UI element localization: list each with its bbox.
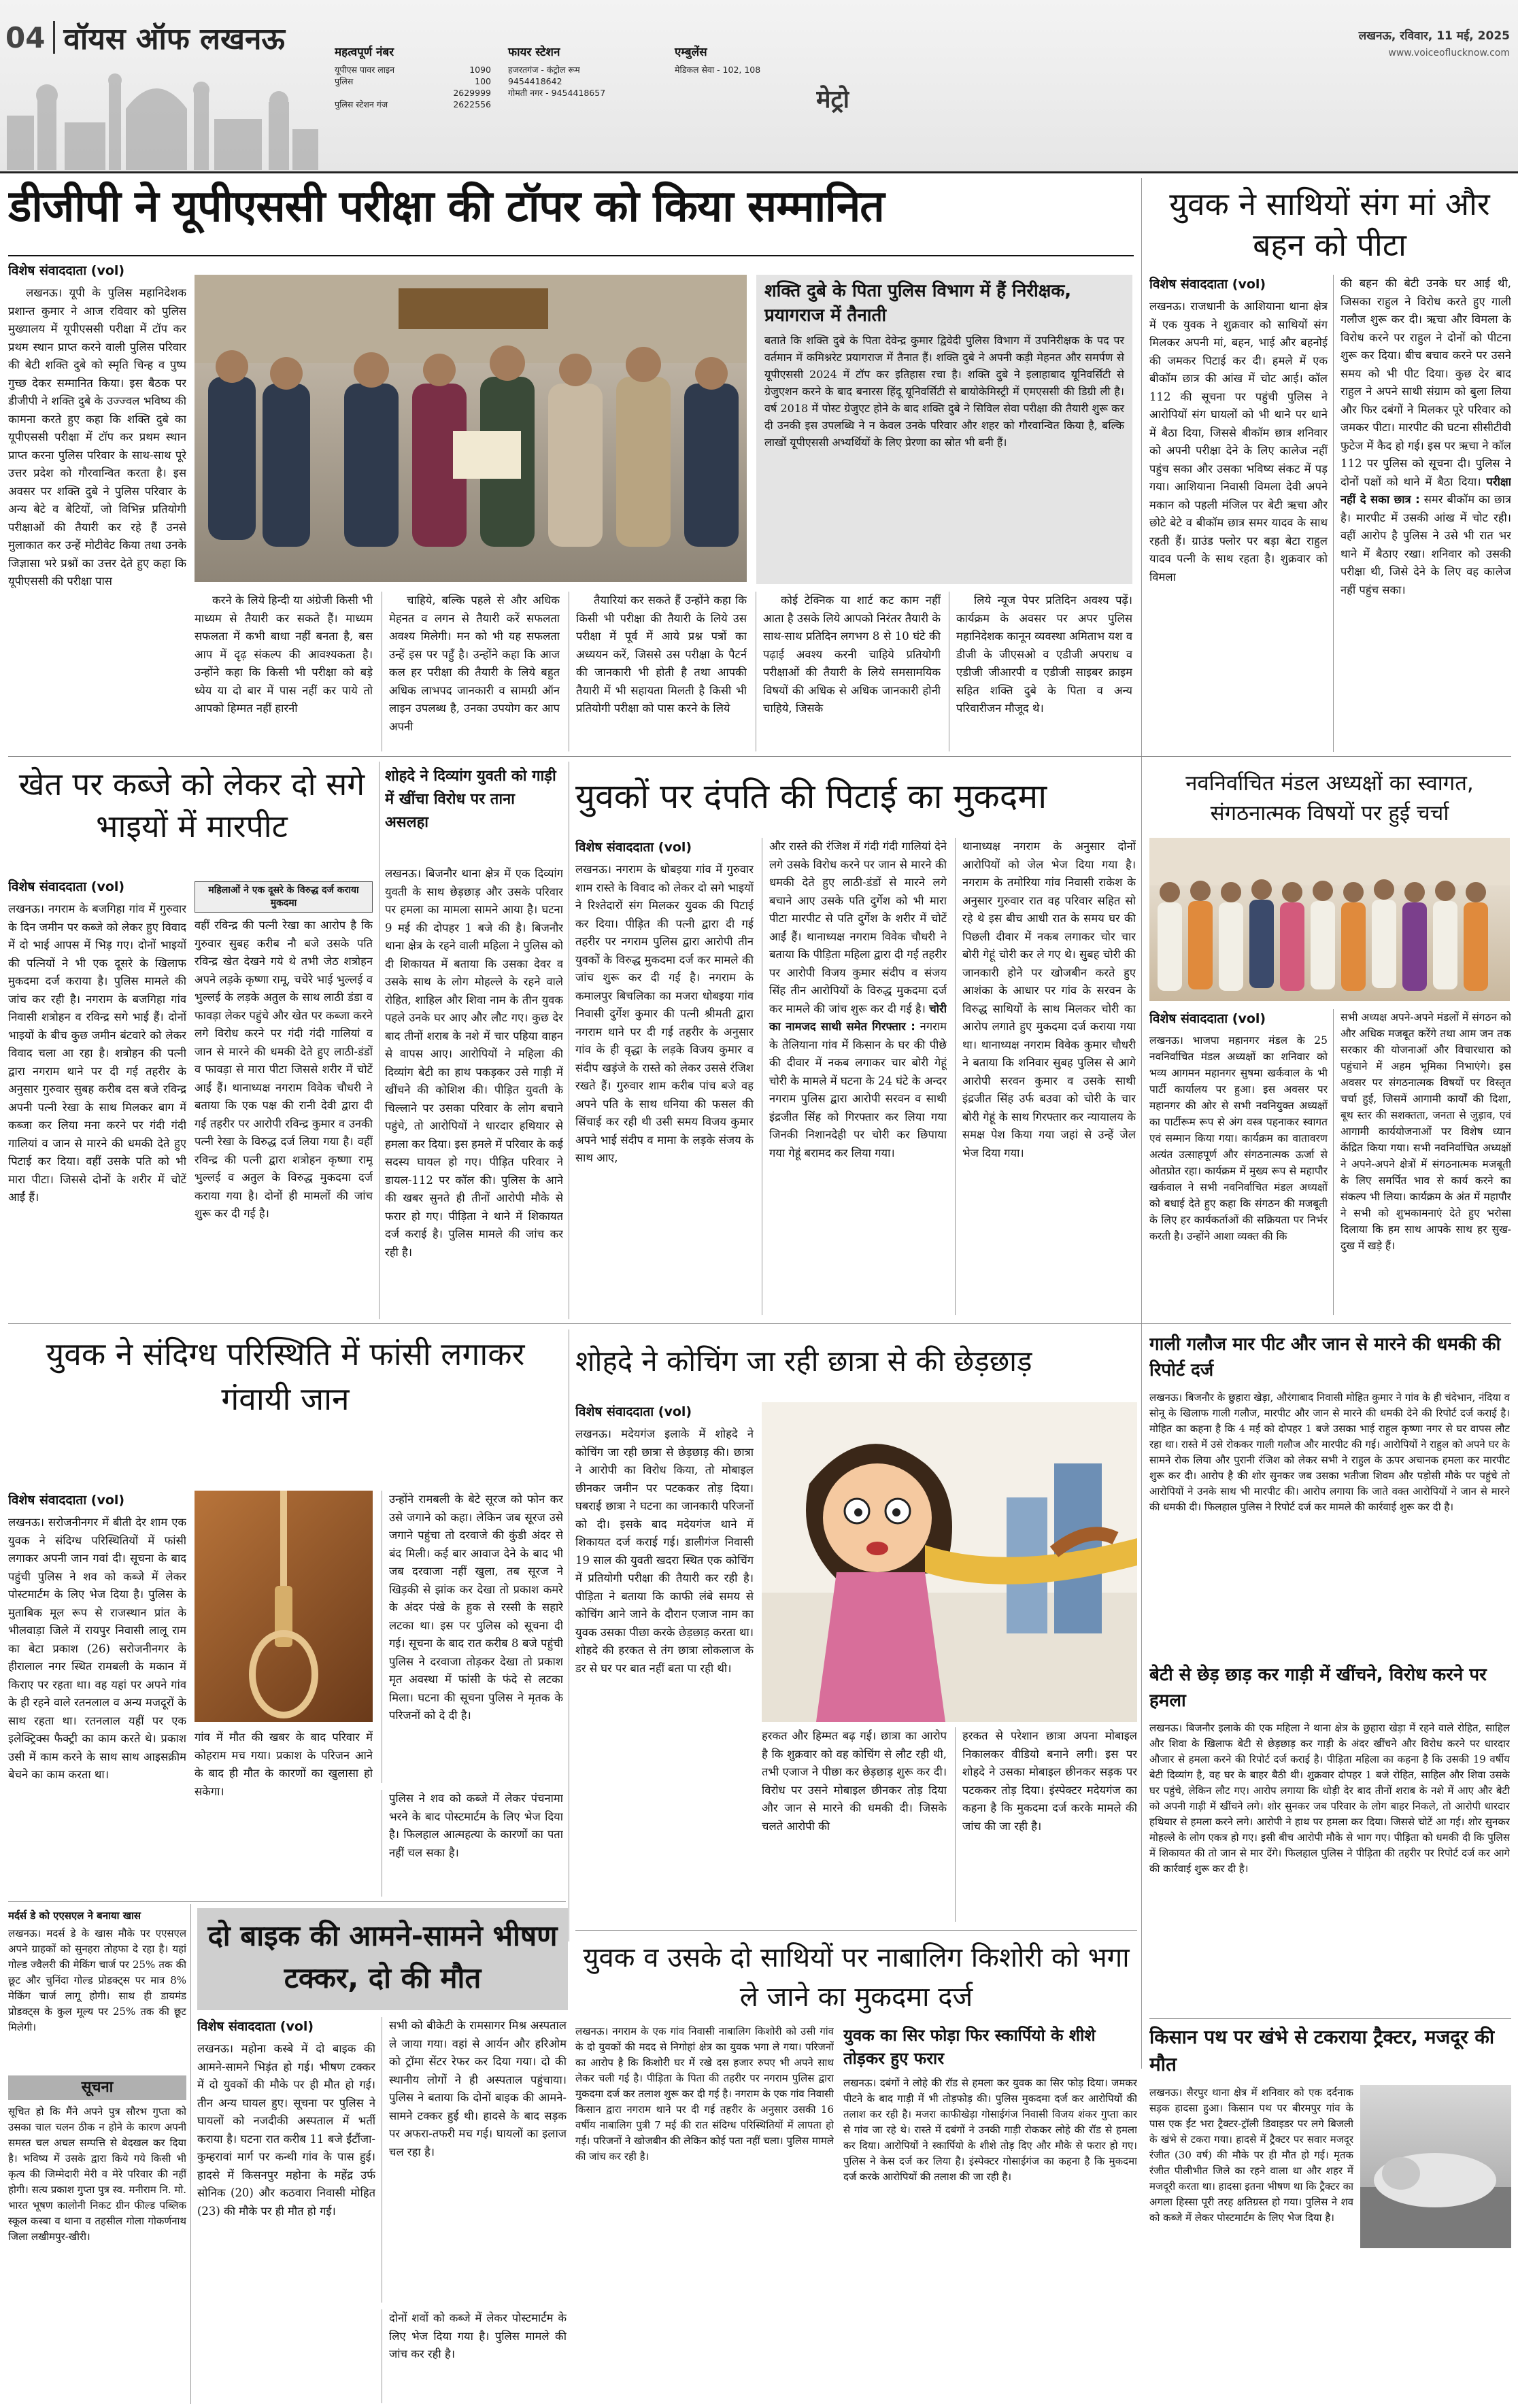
disabled-headline: शोहदे ने दिव्यांग युवती को गाड़ी में खींचा विरोध पर ताना असलहा [385, 768, 556, 831]
lead-col2: करने के लिये हिन्दी या अंग्रेजी किसी भी माध्यम से तैयारी कर सकते हैं। माध्यम सफलता में कभी बाधा नहीं बनता है, बस आप में दृढ़ संकल्प की आवश्यकता है। उन्होंने कहा कि किसी भी परीक्षा को बड़े ध्येय या दो बार में पास नहीं कर पाये तो आपको हिम्मत नहीं हारनी [195, 594, 373, 715]
lead-byline: विशेष संवाददाता (vol) [8, 263, 125, 278]
tractor-text: लखनऊ। सैरपुर थाना क्षेत्र में शनिवार को एक दर्दनाक सड़क हादसा हुआ। किसान पथ पर बीरमपुर गांव के पास एक ईंट भरा ट्रैक्टर-ट्रॉली डिवाइडर पर लगे बिजली के खंभे से टकरा गया। हादसे में ट्रैक्टर पर सवार मजदूर रंजीत (30 वर्ष) की मौके पर ही मौत हो गई। मृतक रंजीत पीलीभीत जिले का रहने वाला था और शहर में मजदूरी करता था। हादसा इतना भीषण था कि ट्रैक्टर का अगला हिस्सा पूरी तरह क्षतिग्रस्त हो गया। पुलिस ने शव को कब्जे में लेकर पोस्टमार्टम के लिए भेज दिया है। [1149, 2086, 1353, 2224]
bikes-headline: दो बाइक की आमने-सामने भीषण टक्कर, दो की मौत [207, 1919, 558, 1995]
coaching-col2: हरकत और हिम्मत बढ़ गई। छात्रा का आरोप है कि शुक्रवार को वह कोचिंग से लौट रही थी, तभी एजाज ने पीछा कर छेड़छाड़ शुरू कर दी। विरोध पर उसने मोबाइल छीनकर तोड़ दिया और जान से मारने की धमकी दी। जिसके चलते आरोपी की [762, 1729, 947, 1833]
mandal-col1: लखनऊ। भाजपा महानगर मंडल के 25 नवनिर्वाचित मंडल अध्यक्षों का शनिवार को भव्य आगमन महानगर सुषमा खर्कवाल के भी पार्टी कार्यालय पर हुआ। इस अवसर पर महानगर की ओर से सभी नवनियुक्त अध्यक्षों का पार्टीरूम रूप से अंग वस्त्र पहनाकर स्वागत एवं सम्मान किया गया। कार्यक्रम का वातावरण अत्यंत उत्साहपूर्ण और संगठनात्मक ऊर्जा से ओतप्रोत रहा। कार्यक्रम में मुख्य रूप से महापौर खर्कवाल ने सभी नवनिर्वाचित मंडल अध्यक्षों को बधाई देते हुए कहा कि संगठन की मजबूती के लिए हर कार्यकर्ताओं की सक्रियता पर निर्भर करती है। उन्होंने आशा व्यक्त की कि [1149, 1034, 1328, 1242]
farm-col1: लखनऊ। नगराम के बजगिहा गांव में गुरुवार के दिन जमीन पर कब्जे को लेकर हुए विवाद में दो भाई आपस में भिड़ गए। दोनों भाइयों की पत्नियों ने भी एक दूसरे के खिलाफ मुकदमा दर्ज कराया है। पुलिस मामले की जांच कर रही है। नगराम के बजगिहा गांव निवासी शत्रोहन व रविन्द्र सगे भाई हैं। दोनों भाइयों के बीच कुछ जमीन बंटवारे को लेकर विवाद चला आ रहा है। शत्रोहन की पत्नी द्वारा नगराम थाने पर दी गई तहरीर के अनुसार गुरुवार सुबह करीब दस बजे रविन्द्र अपनी पत्नी रेखा के साथ मिलकर बाग में कब्जा कर लिया मना करने पर गंदी गंदी गालियां व जान से मारने की धमकी देते हुए पिटाई कर दिया। वहीं उसके पति को भी मारा पीटा। जिससे दोनों के शरीर में चोटें आईं हैं। [8, 902, 186, 1204]
mandal-headline: नवनिर्वाचित मंडल अध्यक्षों का स्वागत, संगठनात्मक विषयों पर हुई चर्चा [1185, 771, 1474, 826]
farm-side-label: महिलाओं ने एक दूसरे के विरुद्ध दर्ज कराया मुकदमा [195, 881, 373, 913]
right-top-col1: लखनऊ। राजधानी के आशियाना थाना क्षेत्र में एक युवक ने शुक्रवार को साथियों संग मिलकर अपनी मां, बहन, भाई और बहनोई की जमकर पिटाई कर दी। हमले में एक बीकॉम छात्र की आंख में चोट आई। कॉल 112 की सूचना पर पहुंची पुलिस ने आरोपियों संग घायलों को भी थाने पर थाने में बैठा दिया, जिससे बीकॉम छात्र शनिवार को अपनी परीक्षा देने के लिए कालेज नहीं पहुंच सका और उसका भविष्य संकट में पड़ गया। आशियाना निवासी विमला देवी अपने मकान को पहली मंजिल पर बेटी ऋचा और छोटे बेटे व बीकॉम छात्र समर यादव के साथ रहती हैं। ग्राउंड फ्लोर पर बड़ा बेटा राहुल यादव पत्नी के साथ रहता है। शुक्रवार को विमला [1149, 300, 1328, 583]
award-ceremony-photo [195, 275, 747, 582]
coaching-col3: हरकत से परेशान छात्रा अपना मोबाइल निकालकर वीडियो बनाने लगी। इस पर शोहदे ने उसका मोबाइल छीनकर सड़क पर पटककर तोड़ दिया। इंस्पेक्टर मदेयगंज का कहना है कि मुकदमा दर्ज करके मामले की जांच की जा रही है। [955, 1727, 1137, 1922]
right-top-headline: युवक ने साथियों संग मां और बहन को पीटा [1169, 186, 1490, 263]
notice-text: सूचित हो कि मैंने अपने पुत्र सौरभ गुप्ता को उसका चाल चलन ठीक न होने के कारण अपनी समस्त चल अचल सम्पत्ति से बेदखल कर दिया है। भविष्य में उसके द्वारा किये गये किसी भी कृत्य की जिम्मेदारी मेरी व मेरे परिवार की नहीं होगी। सत्य प्रकाश गुप्ता पुत्र स्व. मनीराम नि. मो. भारत भूषण कालोनी निकट ग्रीन फील्ड पब्लिक स्कूल कस्बा व थाना व तहसील गोला गोकर्णनाथ जिला लखीमपुर-खीरी। [8, 2105, 186, 2243]
lead-col1-cont [8, 597, 186, 751]
bikes-byline: विशेष संवाददाता (vol) [197, 2019, 314, 2034]
farm-col2: वहीं रविन्द्र की पत्नी रेखा का आरोप है कि गुरुवार सुबह करीब नौ बजे उसके पति रविन्द्र खेत देखने गये थे तभी जेठ शत्रोहन अपने लड़के कृष्णा रामू, चचेरे भाई भुल्लई व भुल्लई के लड़के अतुल के साथ लाठी डंडा व फावड़ा लेकर पहुंचे और खेत पर कब्जा करने लगे विरोध करने पर गंदी गंदी गालियां व जान से मारने की धमकी देते हुए लाठी-डंडों व फावड़ा से मारा पीटा जिससे शरीर में चोटें आईं हैं। थानाध्यक्ष नगराम विवेक चौधरी ने बताया कि एक पक्ष की रानी देवी द्वारा दी गई तहरीर पर आरोपी रविन्द्र कुमार व उनकी पत्नी रेखा के विरुद्ध दर्ज लिया गया है। वहीं रविन्द्र की पत्नी द्वारा शत्रोहन कृष्णा रामू भुल्लई व अतुल के विरुद्ध मुकदमा दर्ज कराया गया है। दोनों ही मामलों की जांच शुरू कर दी गई है। [195, 919, 373, 1220]
fire-station-numbers: हजरतगंज - कंट्रोल रूम 9454418642 गोमती नगर - 9454418657 [508, 65, 606, 98]
lead-photo [195, 275, 747, 582]
right-column-divider [1141, 178, 1142, 2069]
coaching-headline: शोहदे ने कोचिंग जा रही छात्रा से की छेड़छाड़ [575, 1344, 1032, 1378]
rule-row3 [8, 1323, 1511, 1324]
hanging-col2: उन्होंने रामबली के बेटे सूरज को फोन कर उसे जगाने को कहा। लेकिन जब सूरज उसे जगाने पहुंचा तो दरवाजे की कुंडी अंदर से बंद मिली। कई बार आवाज देने के बाद भी जब दरवाजा नहीं खुला, तब सूरज ने खिड़की से झांक कर देखा तो प्रकाश कमरे के अंदर पंखे के हुक से रस्सी के सहारे लटका था। इस पर पुलिस को सूचना दी गई। सूचना के बाद रात करीब 8 बजे पहुंची पुलिस ने दरवाजा तोड़कर देखा तो प्रकाश मृत अवस्था में फांसी के फंदे से लटका मिला। घटना की सूचना पुलिस ने मृतक के परिजनों को दे दी है। [382, 1491, 563, 1783]
hanging-col1b: गांव में मौत की खबर के बाद परिवार में कोहराम मच गया। प्रकाश के परिजन आने के बाद ही मौत के कारणों का खुलासा हो सकेगा। [195, 1731, 373, 1798]
couple-byline: विशेष संवाददाता (vol) [575, 840, 692, 855]
hanging-byline: विशेष संवाददाता (vol) [8, 1493, 125, 1508]
paper-name: वॉयस ऑफ लखनऊ [63, 22, 285, 56]
farm-headline: खेत पर कब्जे को लेकर दो सगे भाइयों में मारपीट [18, 766, 365, 845]
couple-col2: और रास्ते की रंजिश में गंदी गंदी गालियां देने लगे उसके विरोध करने पर जान से मारने की धमकी देते हुए लाठी-डंडों से मारने लगे बचाने आए उसके पति दुर्गेश को भी मारा पीटा मारपीट से पति दुर्गेश के शरीर में चोटें आईं हैं। थानाध्यक्ष नगराम विवेक चौधरी ने बताया कि पीड़िता महिला द्वारा दी गई तहरीर पर आरोपी विजय कुमार संदीप व संजय सिंह तीन आरोपियों के विरुद्ध मुकदमा दर्ज कर मामले की जांच शुरू कर दी गई है। चोरी का नामजद साथी समेत गिरफ्तार : नगराम के तेलियाना गांव में किसान के घर की पीछे की दीवार में नकब लगाकर चार बोरी गेहूं चोरी के मामले में घटना के 24 घंटे के अन्दर नगराम पुलिस द्वारा आरोपी सरवन व साथी इंद्रजीत सिंह को गिरफ्तार कर लिया गया जिनकी निशानदेही पर चोरी कर छिपाया गया गेहूं बरामद कर लिया गया। [762, 838, 947, 1315]
hanging-col1: लखनऊ। सरोजनीनगर में बीती देर शाम एक युवक ने संदिग्ध परिस्थितियों में फांसी लगाकर अपनी जान गवां दी। सूचना के बाद पहुंची पुलिस ने शव को कब्जे में लेकर पोस्टमार्टम के लिए भेज दिया है। पुलिस के मुताबिक मूल रूप से राजस्थान प्रांत के भीलवाड़ा जिले में रायपुर निवासी लालू राम का बेटा प्रकाश (26) सरोजनीनगर के हीरालाल नगर स्थित रामबली के मकान में किराए पर रहता था। वह यहां पर अपने गांव के ही रहने वाले रतनलाल व अन्य मजदूरों के साथ रहता था। रतनलाल यहीं पर एक इलेक्ट्रिक्स फैक्ट्री का काम करते थे। प्रकाश उसी में काम करने के साथ साथ आइसक्रीम बेचने का काम करता था। [8, 1516, 186, 1781]
important-numbers-label: महत्वपूर्ण नंबर [335, 46, 394, 59]
cartoon-girl-illustration [762, 1402, 1137, 1722]
right-top-subhead: परीक्षा नहीं दे सका छात्र : [1340, 475, 1511, 506]
lead-col4: तैयारियां कर सकते हैं उन्होंने कहा कि किसी भी परीक्षा की तैयारी के लिये उस परीक्षा में पूर्व में आये प्रश्न पत्रों का अध्ययन करें, जिससे उस परीक्षा के पैटर्न की जानकारी भी होती है तथा आपकी तैयारी में भी सहायता मिलती है किसी भी प्रतियोगी परीक्षा को पास करने के लिये [569, 592, 747, 751]
abuse-headline: गाली गलौज मार पीट और जान से मारने की धमकी की रिपोर्ट दर्ज [1149, 1334, 1501, 1380]
scorpio-headline: युवक का सिर फोड़ा फिर स्कार्पियो के शीशे तोड़कर हुए फरार [843, 2026, 1096, 2068]
noose-icon [195, 1491, 373, 1722]
masthead-rule [0, 171, 1518, 173]
minor-text: लखनऊ। नगराम के एक गांव निवासी नाबालिग किशोरी को उसी गांव के दो युवकों की मदद से निगोहां क्षेत्र का युवक भगा ले गया। परिजनों का आरोप है कि किशोरी घर में रखे दस हजार रुपए भी अपने साथ लेकर चली गई है। पीड़िता के पिता की तहरीर पर नगराम पुलिस द्वारा मुकदमा दर्ज कर तलाश शुरू कर दी गई है। नगराम के एक गांव निवासी किसान द्वारा नगराम थाने पर दी गई तहरीर के अनुसार उसकी 16 वर्षीय नाबालिग पुत्री 7 मई की रात संदिग्ध परिस्थितियों में लापता हो गई। परिजनों ने खोजबीन की लेकिन कोई पता नहीं चला। पुलिस मामले की जांच कर रही है। [575, 2025, 834, 2163]
ambulance-label: एम्बुलेंस [675, 46, 707, 59]
disabled-text: लखनऊ। बिजनौर थाना क्षेत्र में एक दिव्यांग युवती के साथ छेड़छाड़ और उसके परिवार पर हमला का मामला सामने आया है। घटना 9 मई की दोपहर 1 बजे की है। बिजनौर थाना क्षेत्र के रहने वाली महिला ने पुलिस को दी शिकायत में बताया कि उसका देवर व उसके साथ के लोग मोहल्ले के रहने वाले रोहित, शाहिल और शिवा नाम के तीन युवक पहले उनके घर आए और लौट गए। कुछ देर बाद तीनों शराब के नशे में चार पहिया वाहन से वापस आए। आरोपियों ने महिला की दिव्यांग बेटी का हाथ पकड़कर उसे गाड़ी में खींचने की कोशिश की। पीड़ित युवती के चिल्लाने पर उसका परिवार के लोग बचाने पहुंचे, तो आरोपियों ने धारदार हथियार से हमला कर दिया। इस हमले में परिवार के कई सदस्य घायल हो गए। पीड़ित परिवार ने डायल-112 पर कॉल की। पुलिस के आने की खबर सुनते ही तीनों आरोपी मौके से फरार हो गए। पीड़िता ने थाने में शिकायत दर्ज कराई है। पुलिस मामले की जांच कर रही है। [385, 867, 563, 1259]
mandal-col2: सभी अध्यक्ष अपने-अपने मंडलों में संगठन को और अधिक मजबूत करेंगे तथा आम जन तक सरकार की योजनाओं और विचारधारा को पहुंचाने में अहम भूमिका निभाएंगे। इस अवसर पर संगठनात्मक विषयों पर विस्तृत चर्चा हुई, जिसमें आगामी कार्यों की दिशा, बूथ स्तर की सशक्तता, जनता से जुड़ाव, एवं आगामी कार्ययोजनाओं पर विशेष ध्यान केंद्रित किया गया। सभी नवनिर्वाचित अध्यक्षों ने अपने-अपने क्षेत्रों में संगठनात्मक मजबूती के लिए समर्पित भाव से कार्य करने का संकल्प भी लिया। कार्यक्रम के अंत में महापौर ने सभी को शुभकामनाएं देते हुए भरोसा दिलाया कि हम साथ आपके साथ हर सुख-दुख में खड़े हैं। [1333, 1009, 1511, 1315]
lead-rule [8, 255, 1134, 256]
right-top-byline: विशेष संवाददाता (vol) [1149, 277, 1266, 292]
lead-col6: लिये न्यूज पेपर प्रतिदिन अवश्य पढ़ें। कार्यक्रम के अवसर पर अपर पुलिस महानिदेशक कानून व्यवस्था अमिताभ यश व डीजी के जीएसओ व एडीजी अपराध व एडीजी जीआरपी व एडीजी साइबर क्राइम सहित शक्ति दुबे के पिता व अन्य परिवारीजन मौजूद थे। [949, 592, 1132, 751]
disabled-divider [379, 762, 380, 1319]
bikes-col2: सभी को बीकेटी के रामसागर मिश्र अस्पताल ले जाया गया। वहां से आर्यन और हरिओम को ट्रॉमा सेंटर रेफर कर दिया गया। दो की स्थानीय लोगों ने ही अस्पताल पहुंचाया। पुलिस ने बताया कि दोनों बाइक की आमने-सामने टक्कर हुई थी। हादसे के बाद सड़क पर अफरा-तफरी मच गई। घायलों का इलाज चल रहा है। [382, 2017, 567, 2303]
bikes-divider [190, 1904, 191, 2404]
coaching-cartoon [762, 1402, 1137, 1722]
daughter-headline: बेटी से छेड़ छाड़ कर गाड़ी में खींचने, विरोध करने पर हमला [1149, 1665, 1487, 1711]
couple-headline: युवकों पर दंपति की पिटाई का मुकदमा [575, 777, 1047, 816]
mothers-day-title: मर्दर्स डे को एएसएल ने बनाया खास [8, 1910, 141, 1922]
masthead-band [0, 0, 1518, 171]
mothers-day-text: लखनऊ। मदर्स डे के खास मौके पर एएसएल अपने ग्राहकों को सुनहरा तोहफा दे रहा है। यहां गोल्ड ज्वैलरी की मेकिंग चार्ज पर 25% तक की छूट और चुनिंदा गोल्ड प्रोडक्ट्स पर मात्र 8% मेकिंग चार्ज लागू होगी। साथ ही डायमंड प्रोडक्ट्स के कुल मूल्य पर 25% तक की छूट मिलेगी। [8, 1927, 186, 2033]
daughter-text: लखनऊ। बिजनौर इलाके की एक महिला ने थाना क्षेत्र के छुहारा खेड़ा में रहने वाले रोहित, साहिल और शिवा के खिलाफ बेटी से छेड़छाड़ कर गाड़ी के अंदर खींचने और विरोध करने पर धारदार औजार से हमला करने की रिपोर्ट दर्ज कराई है। पीड़िता महिला का कहना है कि उसकी 19 वर्षीय बेटी दिव्यांग है, वह घर के बाहर बैठी थी। शुक्रवार दोपहर 1 बजे रोहित, साहिल और शिवा उसके घर पहुंचे, लेकिन लौट गए। आरोप लगाया कि थोड़ी देर बाद तीनों शराब के नशे में आए और बेटी को अपनी गाड़ी में खींचने लगे। शोर सुनकर जब परिवार के लोग बाहर निकले, तो आरोपी धारदार हथियार से हमला करने लगे। आरोपी ने हाथ पर हमला कर दिया। जिससे चोटें आ गई। शोर सुनकर मोहल्ले के लोग एकत्र हो गए। इसी बीच आरोपी मौके से भाग गए। पीड़िता को धमकी दी कि पुलिस में शिकायत की तो जान से मार देंगे। फिलहाल पुलिस ने पीड़िता की तहरीर पर रिपोर्ट दर्ज कर आगे की कार्रवाई शुरू कर दी है। [1149, 1722, 1510, 1875]
lead-headline: डीजीपी ने यूपीएससी परीक्षा की टॉपर को किया सम्मानित [8, 182, 884, 232]
group-photo [1149, 838, 1510, 1001]
rule-row6 [1149, 2018, 1511, 2019]
bikes-col3: दोनों शवों को कब्जे में लेकर पोस्टमार्टम के लिए भेज दिया गया है। पुलिस मामले की जांच कर रही है। [382, 2309, 567, 2403]
rule-row2 [8, 756, 1511, 757]
numbers-list: यूपीएस पावर लाइन 1090 पुलिस 100 2629999 पुलिस स्टेशन गंज 2622556 [335, 65, 491, 109]
lead-col1: लखनऊ। यूपी के पुलिस महानिदेशक प्रशान्त कुमार ने आज रविवार को पुलिस मुख्यालय में यूपीएससी परीक्षा में टॉप कर प्रथम स्थान प्राप्त करने वाली पुलिस परिवार की बेटी शक्ति दुबे को स्मृति चिन्ह व पुष्प गुच्छ देकर सम्मानित किया। इस बैठक पर डीजीपी ने शक्ति दुबे के उज्ज्वल भविष्य की कामना करते हुए कहा कि शक्ति दुबे का यूपीएससी परीक्षा में टॉप कर प्रथम स्थान प्राप्त करना पुलिस परिवार के साथ-साथ पूरे उत्तर प्रदेश को गौरवान्वित करता है। इस अवसर पर शक्ति दुबे ने पुलिस परिवार के अन्य बेटे व बेटियों, जो विभिन्न प्रतियोगी परीक्षाओं की तैयारी कर रहे हैं उनसे मुलाकात कर उन्हें मोटीवेट किया तथा उनके जिज्ञासा भरे प्रश्नों का उत्तर देते हुए कहा कि यूपीएससी की परीक्षा पास [8, 286, 186, 588]
brand-divider [53, 21, 55, 54]
skyline-illustration [0, 54, 320, 170]
body-on-ground-photo [1360, 2085, 1511, 2248]
hanging-col3: पुलिस ने शव को कब्जे में लेकर पंचनामा भरने के बाद पोस्टमार्टम के लिए भेज दिया है। फिलहाल आत्महत्या के कारणों का पता नहीं चल सका है। [382, 1790, 563, 1897]
lead-col3: चाहिये, बल्कि पहले से और अधिक मेहनत व लगन से तैयारी करें सफलता अवश्य मिलेगी। मन को भी यह सफलता उन्हें इस पर पहुँ है। उन्होंने कहा कि आज कल हर परीक्षा की तैयारी के लिये बहुत अधिक लाभपद जानकारी व सामग्री ऑन लाइन उपलब्ध है, उनका उपयोग कर आप अपनी [382, 592, 560, 751]
fire-station-label: फायर स्टेशन [508, 46, 560, 59]
scorpio-text: लखनऊ। दबंगों ने लोहे की रॉड से हमला कर युवक का सिर फोड़ दिया। जमकर पीटने के बाद गाड़ी में भी तोड़फोड़ की। पुलिस मुकदमा दर्ज कर आरोपियों की तलाश कर रही है। मजरा काफीखेड़ा गोसाईगंज निवासी विजय शंकर गुप्ता कार से गांव जा रहे थे। रास्ते में दबंगों ने उनकी गाड़ी रोककर लोहे की रॉड से हमला कर दिया। आरोपियों ने स्कार्पियो के शीशे तोड़ दिए और मौके से फरार हो गए। पुलिस ने केस दर्ज कर लिया है। इंस्पेक्टर गोसाईगंज का कहना है कि मुकदमा दर्ज करके आरोपियों की तलाश की जा रही है। [843, 2077, 1137, 2183]
couple-col3: थानाध्यक्ष नगराम के अनुसार दोनों आरोपियों को जेल भेज दिया गया है। नगराम के तमोरिया गांव निवासी राकेश के अनुसार गुरुवार रात वह परिवार सहित सो रहे थे इस बीच आधी रात के समय घर की पिछली दीवार में नकब लगाकर चोर चार बोरी गेहूं चोरी कर ले गए थे। सुबह चोरी की जानकारी होने पर खोजबीन करते हुए आशंका के आधार पर गांव के सरवन के विरुद्ध साथियों के साथ मिलकर चोरी का आरोप लगाते हुए मुकदमा दर्ज कराया गया था। थानाध्यक्ष नगराम विवेक कुमार चौधरी ने बताया कि शनिवार सुबह पुलिस से आगे आरोपी सरवन कुमार व उसके साथी इंद्रजीत सिंह उर्फ बउवा को चोरी के चार बोरी गेहूं के साथ गिरफ्तार कर न्यायालय के समक्ष पेश किया गया जहां से उन्हें जेल भेज दिया गया। [955, 838, 1136, 1315]
father-info-box [756, 275, 1132, 584]
hanging-headline: युवक ने संदिग्ध परिस्थिति में फांसी लगाकर गंवायी जान [46, 1336, 525, 1417]
website: www.voiceoflucknow.com [1388, 48, 1510, 58]
mandal-byline: विशेष संवाददाता (vol) [1149, 1011, 1266, 1026]
page-number: 04 [5, 20, 46, 54]
rule-row5 [575, 1930, 1137, 1931]
father-box-title: शक्ति दुबे के पिता पुलिस विभाग में हैं निरीक्षक, प्रयागराज में तैनाती [764, 281, 1072, 326]
rule-row4 [8, 1901, 566, 1902]
minor-headline: युवक व उसके दो साथियों पर नाबालिग किशोरी को भगा ले जाने का मुकदमा दर्ज [583, 1942, 1130, 2013]
coaching-col1: लखनऊ। मदेयगंज इलाके में शोहदे ने कोचिंग जा रही छात्रा से छेड़छाड़ की। छात्रा ने आरोपी का विरोध किया, तो मोबाइल छीनकर जमीन पर पटककर तोड़ दिया। घबराई छात्रा ने घटना का जानकारी परिजनों को दी। इसके बाद मदेयगंज थाने में शिकायत दर्ज कराई गई। डालीगंज निवासी 19 साल की युवती खदरा स्थित एक कोचिंग में प्रतियोगी परीक्षा की तैयारी कर रही है। पीड़िता ने बताया कि काफी लंबे समय से कोचिंग आने जाने के दौरान एजाज नाम का युवक उसका पीछा करके छेड़छाड़ करता था। शोहदे की हरकत से तंग छात्रा लोकलाज के डर से घर पर बात नहीं बता पा रही थी। [575, 1427, 754, 1675]
lead-col5: कोई टेक्निक या शार्ट कट काम नहीं आता है उसके लिये आपको निरंतर तैयारी के साथ-साथ प्रतिदिन लगभग 8 से 10 घंटे की पढ़ाई अवश्य करनी चाहिये प्रतियोगी परीक्षाओं की तैयारी के लिये समसामयिक विषयों की अधिक से अधिक जानकारी होनी चाहिये, जिसके [756, 592, 941, 751]
abuse-text: लखनऊ। बिजनौर के छुहारा खेड़ा, औरंगाबाद निवासी मोहित कुमार ने गांव के ही चंदेभान, नंदिया व सोनू के खिलाफ गाली गलौज, मारपीट और जान से मारने की धमकी देने की रिपोर्ट दर्ज कराई है। मोहित का कहना है कि 4 मई को दोपहर 1 बजे उसका भाई राहुल कृष्णा नगर से घर वापस लौट रहा था। रास्ते में उसे रोककर गाली गलौज और मारपीट की गई। आरोपियों ने राहुल को अपने घर के सामने रोक लिया और पुरानी रंजिश को लेकर सभी ने राहुल के ऊपर अचानक हमला कर मारपीट शुरू कर दी। आरोप है की शोर सुनकर जब उसका भतीजा शिवम और पड़ोसी मौके पर पहुंचे तो आरोपियों ने उनके साथ भी मारपीट की। आरोप लगाया कि जाते वक्त आरोपियों ने जान से मारने की धमकी दी। फिलहाल पुलिस ने रिपोर्ट दर्ज कर मामले की कार्रवाई शुरू कर दी है। [1149, 1391, 1510, 1513]
bikes-col1: लखनऊ। महोना कस्बे में दो बाइक की आमने-सामने भिड़ंत हो गई। भीषण टक्कर में दो युवकों की मौके पर ही मौत हो गई। तीन अन्य घायल हुए। सूचना पर पुलिस ने घायलों को नजदीकी अस्पताल में भर्ती कराया है। घटना रात करीब 11 बजे ईंटौंजा-कुम्हरावां मार्ग पर कन्थी गांव के पास हुई। हादसे में किसनपुर महोना के महेंद्र उर्फ सोनिक (20) और कठवारा निवासी मोहित (23) की मौके पर ही मौत हो गई। [197, 2042, 375, 2218]
tractor-headline: किसान पथ पर खंभे से टकराया ट्रैक्टर, मजदूर की मौत [1149, 2026, 1495, 2075]
tractor-photo [1360, 2085, 1511, 2248]
important-numbers [335, 44, 797, 166]
father-box-text: बताते कि शक्ति दुबे के पिता देवेन्द्र कुमार द्विवेदी पुलिस विभाग में उपनिरीक्षक के पद पर वर्तमान में कमिश्नरेट प्रयागराज में तैनात हैं। शक्ति दुबे ने अपनी कड़ी मेहनत और समर्पण से यूपीएससी 2024 में टॉप कर इतिहास रचा है। शक्ति दुबे ने इलाहाबाद यूनिवर्सिटी से ग्रेजुएशन करने के बाद बनारस हिंदू यूनिवर्सिटी से बायोकेमिस्ट्री में एमएससी की डिग्री ली है। वर्ष 2018 में पोस्ट ग्रेजुएट होने के बाद शक्ति दुबे ने सिविल सेवा परीक्षा की तैयारी शुरू कर दी उनकी इस उपलब्धि ने न केवल उनके परिवार और शहर को गौरवान्वित किया है, बल्कि लाखों यूपीएससी अभ्यर्थियों के लिए प्रेरणा का स्रोत भी बनी हैं। [764, 334, 1124, 449]
ambulance-number: मेडिकल सेवा - 102, 108 [675, 65, 761, 75]
right-top-col2: की बहन की बेटी उनके घर आई थी, जिसका राहुल ने विरोध करते हुए गाली गलौज शुरू कर दी। ऋचा और विमला के विरोध करने पर राहुल ने दोनों को पीटना शुरू कर दिया। बीच बचाव करने पर उसने समय को भी पीट दिया। कुछ देर बाद राहुल ने अपने साथी संग्राम को बुला लिया और फिर दबंगों ने मिलकर पूरे परिवार को जमकर पीटा। मारपीट की घटना सीसीटीवी फुटेज में कैद हो गई। इस पर ऋचा ने कॉल 112 पर पुलिस को सूचना दी। पुलिस ने दोनों पक्षों को थाने में बैठा दिया। परीक्षा नहीं दे सका छात्र : समर बीकॉम का छात्र है। मारपीट में उसकी आंख में चोट रही। वहीं आरोप है पुलिस ने उसे भी रात भर थाने में बैठाए रखा। शनिवार को उसकी परीक्षा थी, जिसे देने के लिए वह कालेज नहीं पहुंच सका। [1333, 275, 1511, 752]
coaching-byline: विशेष संवाददाता (vol) [575, 1404, 692, 1419]
noose-photo [195, 1491, 373, 1722]
farm-byline: विशेष संवाददाता (vol) [8, 879, 125, 894]
section-name: मेट्रो [816, 86, 849, 114]
dateline: लखनऊ, रविवार, 11 मई, 2025 [1358, 29, 1510, 43]
couple-subhead: चोरी का नामजद साथी समेत गिरफ्तार : [769, 1002, 947, 1033]
mandal-photo [1149, 838, 1510, 1001]
notice-title: सूचना [8, 2075, 186, 2100]
bikes-headline-bar [197, 1908, 568, 2010]
couple-col1: लखनऊ। नगराम के धोबइया गांव में गुरुवार शाम रास्ते के विवाद को लेकर दो सगे भाइयों ने रिश्तेदारों संग मिलकर युवक की पिटाई कर दिया। पीड़ित की पत्नी द्वारा दी गई तहरीर पर नगराम पुलिस द्वारा आरोपी तीन युवकों के विरुद्ध मुकदमा दर्ज कर मामले की जांच शुरू कर दी गई है। नगराम के कमालपुर बिचलिका का मजरा धोबइया गांव निवासी दुर्गेश कुमार की पत्नी श्रीमती द्वारा नगराम थाने पर दी गई तहरीर के अनुसार गांव के ही वृद्धा के लड़के विजय कुमार व संदीप खड़ंजे के रास्ते को लेकर उससे रंजिश रखते हैं। गुरुवार शाम करीब पांच बजे वह अपने पति के साथ धनिया की फसल की सिंचाई कर रही थी उसी समय विजय कुमार अपने भाई संदीप व मामा के लड़के संजय के साथ आए, [575, 863, 754, 1164]
